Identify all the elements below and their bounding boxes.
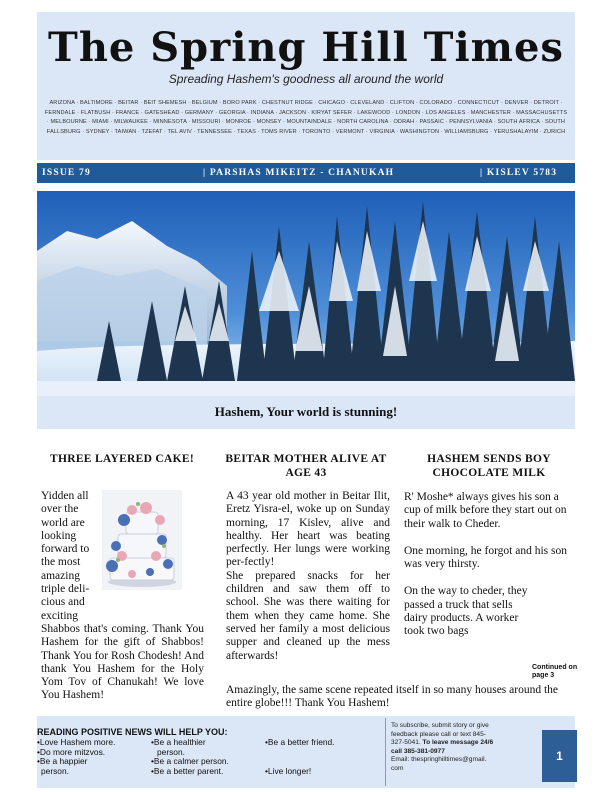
article-paragraph: A 43 year old mother in Beitar Ilit, Eretz Yisra-el, woke up on Sunday morning, 17 Kislev, alive and healthy. Her heart was beating perfectly. Her lungs were working per-fectly!: [226, 490, 390, 569]
intro-line: world are: [41, 516, 85, 529]
contact-line: To subscribe, submit story or give: [391, 722, 489, 729]
intro-line: Yidden all: [41, 490, 89, 502]
article-title-milk: HASHEM SENDS BOY CHOCOLATE MILK: [427, 453, 551, 479]
benefit-item: person.: [41, 765, 69, 776]
benefit-item: person.: [157, 746, 185, 757]
article-paragraph: R' Moshe* always gives his son a cup of milk before they start out on their walk to Cheder.: [404, 491, 567, 530]
intro-line: the most: [41, 556, 81, 569]
article-title-mother: BEITAR MOTHER ALIVE AT AGE 43: [225, 453, 387, 479]
benefit-item: •Do more mitzvos.: [37, 746, 106, 757]
benefit-item: •Love Hashem more.: [37, 737, 116, 747]
caption-bar: [37, 396, 575, 429]
contact-info: [391, 722, 539, 774]
contact-email-end: com: [391, 764, 404, 772]
intro-line: exciting: [41, 609, 79, 622]
intro-line: amazing: [41, 569, 80, 582]
benefit-item: •Be a better parent.: [151, 765, 224, 776]
article-paragraph: One morning, he forgot and his son was very thirsty.: [404, 544, 568, 571]
contact-line: [391, 748, 539, 757]
intro-line: over the: [41, 503, 79, 516]
intro-line: forward to: [41, 543, 90, 556]
contact-message-phone[interactable]: call 385-381-0977: [391, 747, 445, 755]
benefit-item: •Be a healthier: [151, 737, 206, 747]
article-mother-body: [226, 490, 390, 663]
contact-line: feedback please call or text 845-: [391, 730, 486, 738]
benefits-column: [151, 738, 229, 776]
intro-line: cious and: [41, 596, 85, 609]
benefits-column: [37, 738, 115, 776]
parsha-label: | PARSHAS MIKEITZ - CHANUKAH: [203, 168, 395, 178]
article-paragraph: On the way to cheder, they passed a truck that sells dairy products. A worker took two bags: [404, 585, 528, 638]
intro-line: looking: [41, 529, 77, 542]
hero-caption: Hashem, Your world is stunning!: [214, 404, 398, 419]
contact-email[interactable]: Email: thespringhilltimes@gmail.: [391, 756, 487, 764]
intro-line: triple deli-: [41, 583, 90, 596]
contact-phone[interactable]: 327-5041.: [391, 739, 421, 747]
cake-image: [102, 490, 182, 590]
city-list: [41, 99, 571, 137]
city-list-line: · MELBOURNE · MIAMI · MILWAUKEE · MINNESOTA · MISSOURI · MONROE · MONSEY · MOUNTAINDALE · NORTH CAROLINA · ODRAH · PASSAIC · PENNSYLVANIA · SOUTH AFRICA · SOUTH: [46, 119, 566, 126]
hero-snow-forest-image: [37, 191, 575, 396]
benefit-item: •Be a better friend.: [265, 737, 335, 747]
benefits-heading: READING POSITIVE NEWS WILL HELP YOU:: [37, 727, 228, 737]
contact-line: [391, 739, 539, 748]
article-mother-ending: Amazingly, the same scene repeated itself in so many houses around the entire globe!!! Thank You Hashem!: [226, 684, 559, 710]
continued-on-page-link[interactable]: Continued on page 3: [532, 664, 578, 679]
tagline: Spreading Hashem's goodness all around the world: [168, 72, 444, 86]
benefit-item: •Live longer!: [265, 765, 312, 776]
footer-divider: [385, 718, 386, 786]
city-list-line: ARIZONA · BALTIMORE · BEITAR · BEIT SHEMESH · BELGIUM · BORO PARK · CHESTNUT RIDGE · CHICAGO · CLEVELAND · CLIFTON · COLORADO · CONNECTICUT · DENVER · DETROIT ·: [49, 100, 563, 106]
issue-number: ISSUE 79: [42, 168, 91, 178]
article-milk-body: [404, 491, 574, 639]
page-number: 1: [542, 730, 577, 782]
contact-message-note: To leave message 24/6: [422, 739, 494, 747]
benefit-item: •Be a calmer person.: [151, 756, 229, 766]
masthead: [37, 12, 575, 160]
newspaper-title: The Spring Hill Times: [48, 24, 564, 71]
benefit-item: •Be a happier: [37, 756, 88, 766]
footer: [37, 716, 575, 788]
article-cake-intro: [41, 490, 103, 623]
issue-bar: [37, 163, 575, 183]
article-title-cake: THREE LAYERED CAKE!: [50, 453, 194, 465]
hebrew-date: | KISLEV 5783: [480, 168, 558, 178]
city-list-line: FALLSBURG · SYDNEY · TAIWAN · TZEFAT · TEL AVIV · TENNESSEE · TEXAS · TOMS RIVER · TORONTO · VERMONT · VIRGINIA · WASHINGTON · WILLIAMSBURG · YERUSHALAYIM · ZURICH: [46, 128, 566, 135]
benefits-column: [265, 738, 335, 776]
city-list-line: FERNDALE · FLATBUSH · FRANCE · GATESHEAD · GERMANY · GEORGIA · INDIANA · JACKSON · KIRYAT SEFER · LAKEWOOD · LONDON · LOS ANGELES · MANCHESTER · MASSACHUSETTS: [44, 109, 568, 116]
article-paragraph: She prepared snacks for her children and saw them off to school. She was there waiting for them when they came home. She served her family a most delicious supper and cleaned up the mess afterwards!: [226, 569, 390, 662]
article-cake-body: Shabbos that's coming. Thank You Hashem for the gift of Shabbos! Thank You for Rosh Chodesh! And thank You Hashem for the Holy Yom Tov of Chanukah! We love You Hashem!: [41, 623, 204, 702]
